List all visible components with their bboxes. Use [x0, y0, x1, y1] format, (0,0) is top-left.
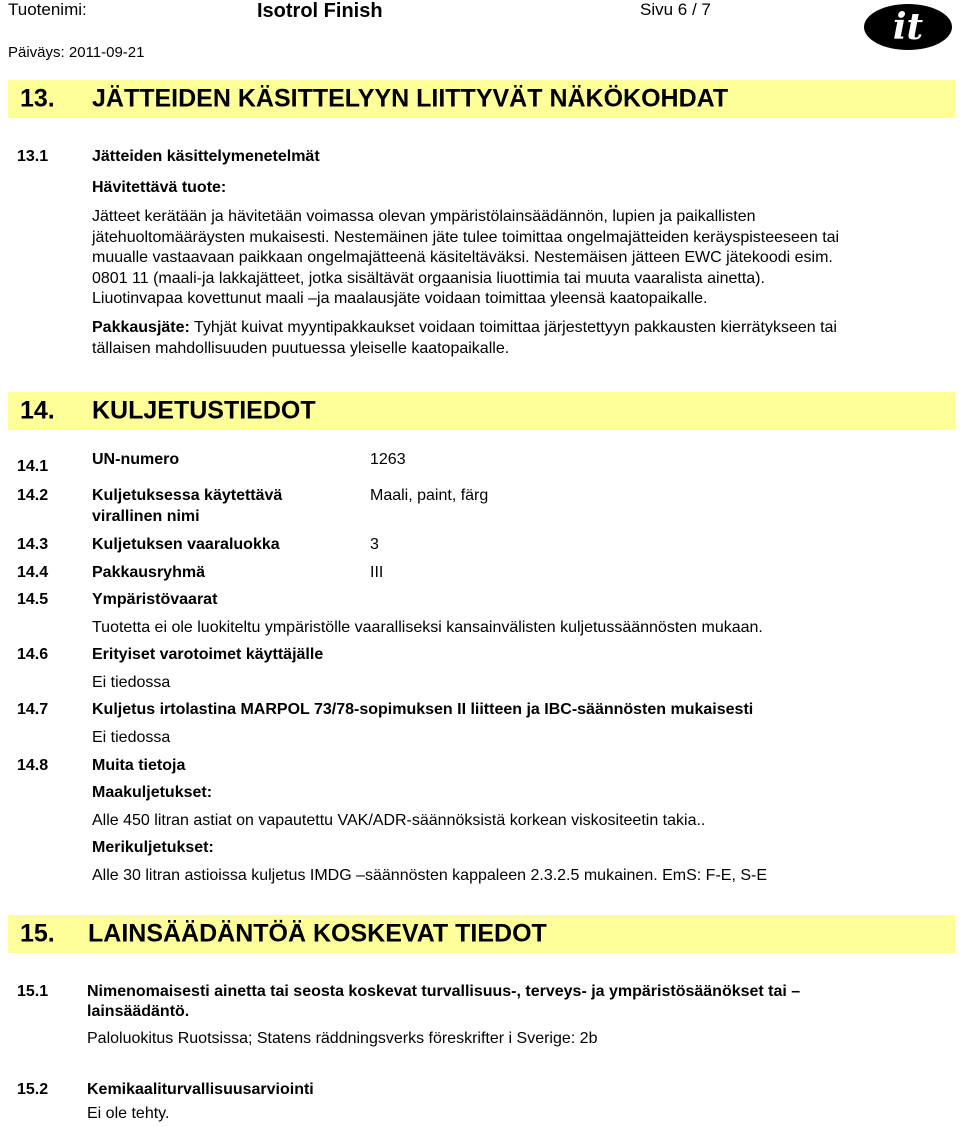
row-label: Kuljetus irtolastina MARPOL 73/78-sopimuksen II liitteen ja IBC-säännösten mukaisesti — [92, 701, 754, 718]
text-line: jätehuoltomääräysten mukaisesti. Nestemäinen jäte tulee toimittaa ongelmajätteiden keräyspisteeseen tai — [92, 228, 840, 246]
row-value: Maali, paint, färg — [370, 487, 489, 504]
product-label: Tuotenimi: — [8, 0, 87, 19]
row-label: Pakkausryhmä — [92, 564, 205, 581]
land-transport-label: Maakuljetukset: — [92, 784, 213, 801]
row-number: 15.1 — [17, 983, 49, 1000]
row-label: Kemikaaliturvallisuusarviointi — [87, 1081, 314, 1098]
row-text: Ei ole tehty. — [87, 1105, 170, 1122]
row-label: lainsäädäntö. — [87, 1003, 190, 1020]
section-title: LAINSÄÄDÄNTÖÄ KOSKEVAT TIEDOT — [88, 919, 547, 948]
row-number: 14.4 — [17, 564, 49, 581]
row-number: 14.1 — [17, 458, 49, 475]
row-number: 14.6 — [17, 646, 49, 663]
row-number: 15.2 — [17, 1081, 49, 1098]
sea-transport-label: Merikuljetukset: — [92, 839, 214, 856]
row-value: 1263 — [370, 451, 406, 468]
section-14-heading — [8, 392, 955, 430]
subsection-title: Jätteiden käsittelymenetelmät — [92, 148, 320, 165]
row-number: 14.2 — [17, 487, 49, 504]
field-label: Hävitettävä tuote: — [92, 179, 227, 196]
text-line: 0801 11 (maali-ja lakkajätteet, jotka sisältävät orgaanisia liuottimia tai muuta vaaralista ainetta). — [92, 269, 765, 287]
row-text: Ei tiedossa — [92, 729, 171, 746]
row-number: 14.8 — [17, 757, 49, 774]
sea-transport-text: Alle 30 litran astioissa kuljetus IMDG –säännösten kappaleen 2.3.2.5 mukainen. EmS: F-E, S-E — [92, 867, 768, 884]
row-number: 14.7 — [17, 701, 49, 718]
text-line: muualle vastaavaan paikkaan ongelmajätteenä käsiteltäväksi. Nestemäisen jätteen EWC jätekoodi esim. — [92, 249, 833, 266]
waste-disposal-text — [92, 207, 839, 310]
section-15-heading — [8, 915, 955, 953]
row-label: UN-numero — [92, 451, 180, 468]
svg-text:it: it — [892, 6, 924, 48]
section-number: 15. — [20, 919, 55, 948]
row-number: 14.5 — [17, 591, 49, 608]
row-label: Ympäristövaarat — [92, 591, 218, 608]
product-name: Isotrol Finish — [257, 0, 383, 22]
section-title: KULJETUSTIEDOT — [92, 396, 316, 425]
text-line: Jätteet kerätään ja hävitetään voimassa olevan ympäristölainsäädännön, lupien ja paikallisten — [92, 208, 756, 225]
packaging-waste-text — [92, 318, 837, 359]
land-transport-text: Alle 450 litran astiat on vapautettu VAK/ADR-säännöksistä korkean viskositeetin takia.. — [92, 812, 706, 829]
row-label: Muita tietoja — [92, 757, 186, 774]
section-number: 14. — [20, 396, 55, 425]
row-label: Kuljetuksessa käytettävä — [92, 487, 283, 504]
row-value: III — [370, 564, 384, 581]
row-label: Kuljetuksen vaaraluokka — [92, 536, 280, 553]
packaging-label: Pakkausjäte: — [92, 319, 190, 336]
document-date: Päiväys: 2011-09-21 — [8, 44, 145, 61]
row-text: Ei tiedossa — [92, 674, 171, 691]
company-logo — [862, 2, 954, 52]
row-number: 14.3 — [17, 536, 49, 553]
text-line: Liuotinvapaa kovettunut maali –ja maalausjäte voidaan toimittaa yleensä kaatopaikalle. — [92, 290, 708, 307]
subsection-number: 13.1 — [17, 148, 49, 165]
section-number: 13. — [20, 84, 55, 113]
page-number: Sivu 6 / 7 — [640, 0, 711, 19]
row-label: virallinen nimi — [92, 508, 200, 525]
row-label: Erityiset varotoimet käyttäjälle — [92, 646, 324, 663]
row-label: Nimenomaisesti ainetta tai seosta koskevat turvallisuus-, terveys- ja ympäristösäänökset tai – — [87, 983, 801, 1000]
row-value: 3 — [370, 536, 379, 553]
section-title: JÄTTEIDEN KÄSITTELYYN LIITTYVÄT NÄKÖKOHDAT — [92, 84, 729, 113]
row-text: Tuotetta ei ole luokiteltu ympäristölle vaaralliseksi kansainvälisten kuljetussäännösten mukaan. — [92, 619, 763, 636]
row-text: Paloluokitus Ruotsissa; Statens räddningsverks föreskrifter i Sverige: 2b — [87, 1030, 598, 1047]
text-line: Tyhjät kuivat myyntipakkaukset voidaan toimittaa järjestettyyn pakkausten kierrätykseen tai — [189, 319, 837, 336]
section-13-heading — [8, 80, 955, 118]
text-line: tällaisen mahdollisuuden puutuessa yleiselle kaatopaikalle. — [92, 339, 510, 357]
